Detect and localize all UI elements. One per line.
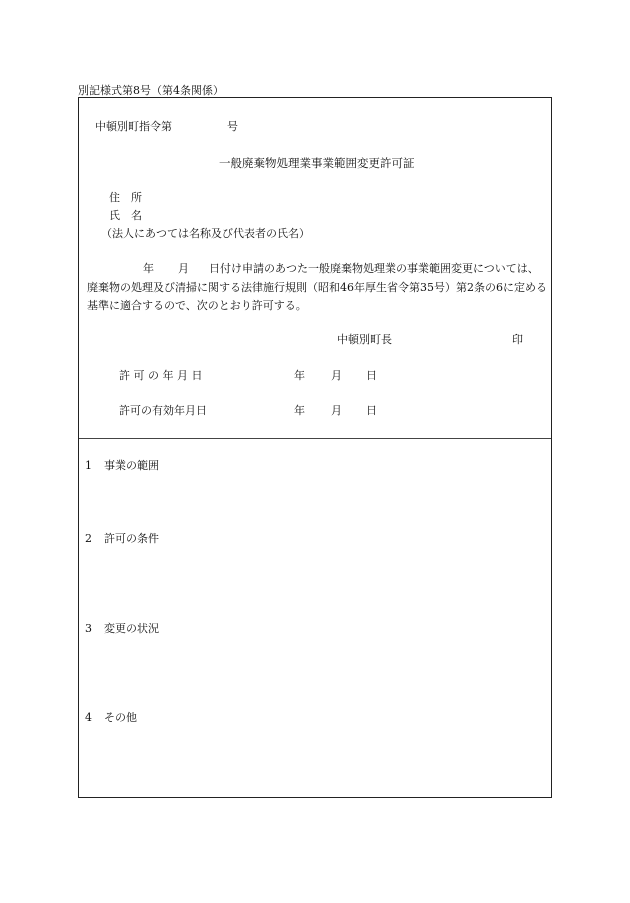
valid-until-month: 月 (331, 404, 342, 417)
permit-date-day: 日 (366, 369, 377, 382)
section-item-4 (85, 709, 137, 725)
permit-date-year: 年 (294, 369, 305, 382)
permit-body-text (87, 260, 547, 316)
section-number: 3 (85, 622, 92, 635)
valid-until-label: 許可の有効年月日 (119, 404, 207, 417)
section-item-3 (85, 620, 159, 636)
permit-form (78, 97, 552, 798)
document-title: 一般廃棄物処理業事業範囲変更許可証 (219, 156, 415, 170)
section-number: 4 (85, 711, 92, 724)
section-label: 変更の状況 (104, 622, 159, 635)
section-divider (79, 438, 551, 439)
address-label: 住 所 (109, 191, 142, 204)
body-year-unit: 年 (143, 262, 154, 275)
name-label: 氏 名 (109, 209, 142, 222)
corporate-note: （法人にあつては名称及び代表者の氏名） (101, 227, 310, 240)
section-label: その他 (104, 711, 137, 724)
permit-number-suffix: 号 (227, 120, 238, 133)
valid-until-year: 年 (294, 404, 305, 417)
body-text-main: 日付け申請のあつた一般廃棄物処理業の事業範囲変更については、廃棄物の処理及び清掃に関する法律施行規則（昭和46年厚生省令第35号）第2条の6に定める基準に適合するので、次のとおり許可する。 (87, 262, 547, 312)
section-number: 1 (85, 459, 92, 472)
section-item-1 (85, 457, 159, 473)
section-label: 許可の条件 (104, 532, 159, 545)
section-label: 事業の範囲 (104, 459, 159, 472)
section-item-2 (85, 530, 159, 546)
body-month-unit: 月 (178, 262, 189, 275)
form-number-label: 別記様式第8号（第4条関係） (78, 84, 224, 97)
section-number: 2 (85, 532, 92, 545)
permit-date-label: 許 可 の 年 月 日 (119, 369, 203, 382)
issuer-name: 中頓別町長 (337, 333, 392, 346)
seal-mark: 印 (512, 333, 523, 346)
permit-number-prefix: 中頓別町指令第 (95, 120, 172, 133)
valid-until-day: 日 (366, 404, 377, 417)
permit-date-month: 月 (331, 369, 342, 382)
